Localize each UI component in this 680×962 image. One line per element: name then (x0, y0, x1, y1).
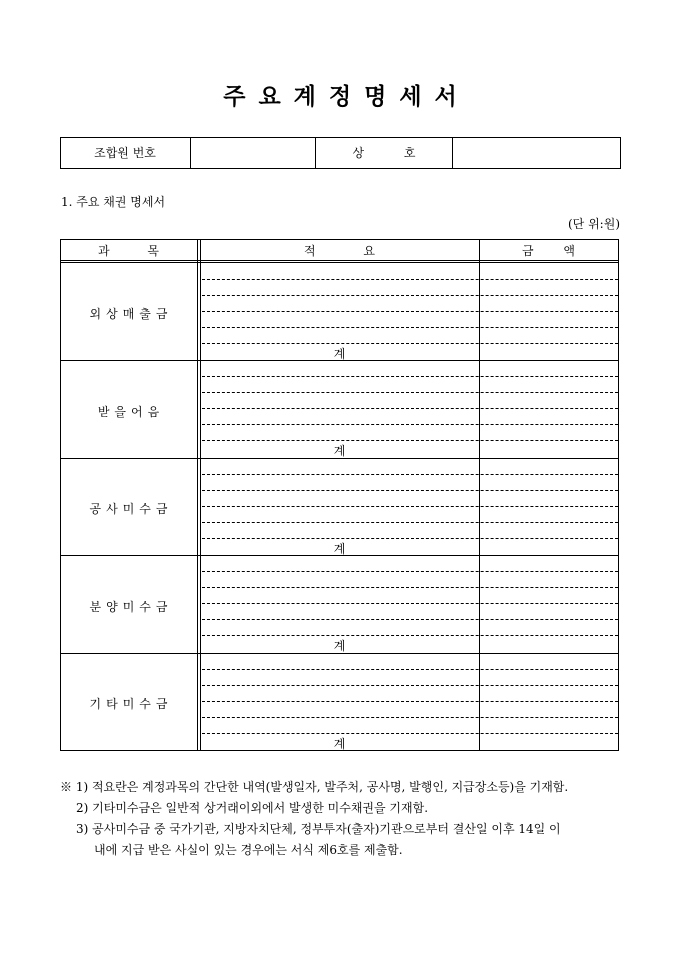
document-title: 주요계정명세서 (223, 83, 470, 110)
category-label: 기타미수금 (89, 697, 173, 711)
subtotal-label: 계 (333, 737, 346, 751)
trade-name-label: 상 호 (352, 146, 416, 160)
note-line: 내에 지급 받은 사실이 있는 경우에는 서식 제6호를 제출함. (94, 843, 403, 857)
category-label: 받을어음 (97, 405, 165, 419)
note-line: 3) 공사미수금 중 국가기관, 지방자치단체, 정부투자(출자)기관으로부터 결산일 이후 14일 이 (76, 822, 561, 836)
subtotal-label: 계 (333, 347, 346, 361)
unit-label: (단 위:원) (568, 217, 620, 231)
note-line: ※ 1) 적요란은 계정과목의 간단한 내역(발생일자, 발주처, 공사명, 발행인, 지급장소등)을 기재함. (60, 780, 569, 794)
note-line: 2) 기타미수금은 일반적 상거래이외에서 발생한 미수채권을 기재함. (76, 801, 429, 815)
subtotal-label: 계 (333, 444, 346, 458)
section-heading: 1. 주요 채권 명세서 (61, 195, 166, 209)
category-label: 공사미수금 (89, 502, 173, 516)
column-header-account: 과 목 (98, 244, 159, 258)
subtotal-label: 계 (333, 639, 346, 653)
column-header-amount: 금 액 (522, 244, 575, 258)
category-label: 분양미수금 (89, 600, 173, 614)
category-label: 외상매출금 (89, 307, 173, 321)
member-no-label: 조합원 번호 (94, 146, 156, 160)
subtotal-label: 계 (333, 542, 346, 556)
column-header-summary: 적 요 (304, 244, 375, 258)
